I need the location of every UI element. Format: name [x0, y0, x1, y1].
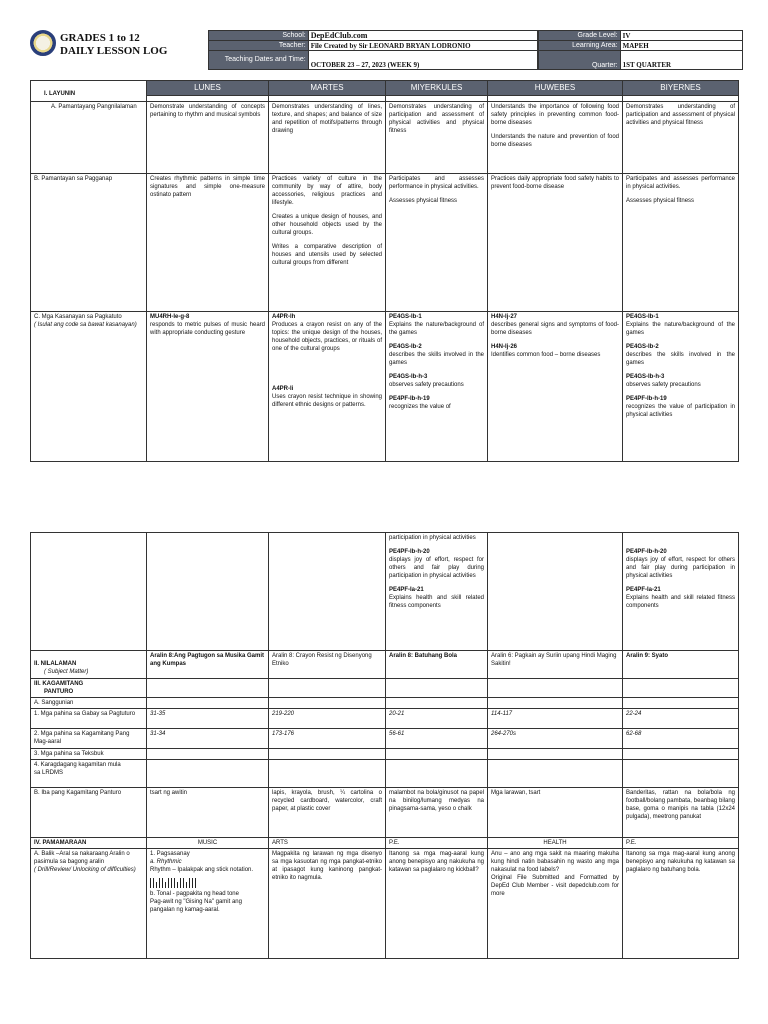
lrdms-label — [31, 760, 147, 788]
gabay-label: 1. Mga pahina sa Gabay sa Pagtuturo — [31, 709, 147, 729]
school-label: School: — [209, 31, 309, 41]
row-pamamaraan — [31, 838, 739, 849]
lesson-log-page-1 — [0, 0, 768, 480]
lunes-drill-4: b. Tonal - pagpakita ng head tone — [150, 891, 239, 897]
row-mag-aaral — [31, 729, 739, 749]
huwebes-skill-1: describes general signs and symptoms of food-borne diseases — [491, 322, 619, 336]
pamamaraan-biyernes: P.E. — [623, 838, 739, 849]
pamamaraan-label: IV. PAMAMARAAN — [31, 838, 147, 849]
gabay-martes: 219-220 — [269, 709, 386, 729]
deped-seal-logo — [30, 30, 56, 56]
layunin-label: I. LAYUNIN — [31, 81, 147, 102]
lunes-drill-1: 1. Pagsasanay — [150, 851, 190, 857]
row-c-lunes — [147, 312, 269, 462]
row-b-huwebes: Practices daily appropriate food safety habits to prevent food-borne disease — [488, 174, 623, 312]
biy-code-2: PE4GS-Ib-2 — [626, 344, 659, 350]
martes-code-1: A4PR-Ih — [272, 314, 296, 320]
iba-pa-lunes: tsart ng awitin — [147, 788, 269, 838]
biy-skill-1: Explains the nature/background of the games — [626, 322, 735, 336]
balik-aral-subtitle: ( Drill/Review/ Unlocking of difficulties) — [34, 867, 136, 873]
cont-biy-code-2: PE4PF-Ia-21 — [626, 587, 661, 593]
cont-miyer-skill-2: Explains health and skill related fitness components — [389, 595, 484, 609]
cont-miyer-code-1: PE4PF-Ib-h-20 — [389, 549, 430, 555]
row-c-subtitle: ( Isulat ang code sa bawat kasanayan) — [34, 322, 137, 328]
row-b-miyerkules-1: Participates and assesses performance in physical activities. — [389, 176, 484, 190]
cont-biy-skill-1: displays joy of effort, respect for others and fair play during participation in physical activities — [626, 557, 735, 579]
gabay-huwebes: 114-117 — [488, 709, 623, 729]
pamamaraan-lunes: MUSIC — [147, 838, 269, 849]
day-header-row — [31, 81, 739, 96]
title-line-1: GRADES 1 to 12 — [60, 32, 140, 44]
row-b-miyerkules-2: Assesses physical fitness — [389, 198, 458, 204]
row-pamantayang-pangnilalaman — [31, 102, 739, 174]
lunes-drill-2: a. Rhythmic — [150, 859, 182, 865]
gabay-lunes: 31-35 — [147, 709, 269, 729]
row-a-huwebes — [488, 102, 623, 174]
grade-label: Grade Level: — [539, 31, 621, 41]
nilalaman-miyerkules: Aralin 8: Batuhang Bola — [386, 651, 488, 679]
document-title — [60, 32, 167, 58]
row-c-title: C. Mga Kasanayan sa Pagkatuto — [34, 314, 122, 320]
row-b-label: B. Pamantayan sa Pagganap — [31, 174, 147, 312]
gabay-biyernes: 22-24 — [623, 709, 739, 729]
huwebes-code-1: H4N-Ij-27 — [491, 314, 518, 320]
grade-value: IV — [620, 31, 742, 41]
biy-code-3: PE4GS-Ib-h-3 — [626, 374, 665, 380]
miyer-skill-4: recognizes the value of — [389, 404, 451, 410]
day-huwebes: HUWEBES — [488, 81, 623, 96]
row-c-biyernes — [623, 312, 739, 462]
day-biyernes: BIYERNES — [623, 81, 739, 96]
row-nilalaman — [31, 651, 739, 679]
row-c-huwebes — [488, 312, 623, 462]
nilalaman-huwebes: Aralin 6: Pagkain ay Suriin upang Hindi Maging Sakitin! — [488, 651, 623, 679]
nilalaman-label — [31, 651, 147, 679]
lunes-skill: responds to metric pulses of music heard with appropriate conducting gesture — [150, 322, 265, 336]
title-line-2: DAILY LESSON LOG — [60, 45, 168, 57]
nilalaman-lunes: Aralin 8:Ang Pagtugon sa Musika Gamit ang Kumpas — [147, 651, 269, 679]
kagamitan-line-2: PANTURO — [44, 689, 74, 695]
pamamaraan-miyerkules: P.E. — [386, 838, 488, 849]
huwebes-skill-2: Identifies common food – borne diseases — [491, 352, 601, 358]
row-b-martes-1: Practices variety of culture in the community by way of attire, body accessories, religious practices and lifestyle. — [272, 176, 382, 206]
balik-aral-martes: Magpakita ng larawan ng mga disenyo sa mga kasuotan ng mga pangkat-etniko at ipasagot kung kaninong pangkat-etniko ito nagmula. — [269, 849, 386, 959]
page-gap — [0, 480, 768, 520]
row-a-lunes: Demonstrate understanding of concepts pertaining to rhythm and musical symbols — [147, 102, 269, 174]
balik-aral-biyernes: Itanong sa mga mag-aaral kung anong benepisyo ang nakukuha ng katawan sa paglalaro ng batuhang bola. — [623, 849, 739, 959]
row-c-label — [31, 312, 147, 462]
day-martes: MARTES — [269, 81, 386, 96]
balik-aral-lunes — [147, 849, 269, 959]
row-a-martes: Demonstrates understanding of lines, texture, and shapes; and balance of size and repetition of motifs/patterns through drawing — [269, 102, 386, 174]
row-a-huwebes-2: Understands the nature and prevention of food borne diseases — [491, 134, 619, 148]
cont-biy-code-1: PE4PF-Ib-h-20 — [626, 549, 667, 555]
row-b-miyerkules — [386, 174, 488, 312]
balik-aral-miyerkules: Itanong sa mga mag-aaral kung anong benepisyo ang nakukuha ng katawan sa paglalaro ng kickball? — [386, 849, 488, 959]
day-lunes: LUNES — [147, 81, 269, 96]
lrdms-line-2: sa LRDMS — [34, 770, 64, 776]
stick-notation-image — [150, 876, 265, 888]
pamamaraan-huwebes: HEALTH — [488, 838, 623, 849]
lunes-code: MU4RH-Ie-g-8 — [150, 314, 190, 320]
row-kasanayan-sa-pagkatuto — [31, 312, 739, 462]
dates-value: OCTOBER 23 – 27, 2023 (WEEK 9) — [308, 51, 537, 70]
header-right-table — [538, 30, 743, 70]
row-balik-aral — [31, 849, 739, 959]
iba-pa-biyernes: Banderitas, rattan na bola/bola ng football/bolang pambata, beanbag bilang base, goma o manipis na tabla (12x24 pulgada), meetrong panukat — [623, 788, 739, 838]
iba-pa-miyerkules: malambot na bola/ginusot na papel na binilog/lumang medyas na pinagsama-sama, yeso o chalk — [386, 788, 488, 838]
iba-pa-martes: lapis, krayola, brush, ¼ cartolina o recycled cardboard, watercolor, craft paper, at plastic cover — [269, 788, 386, 838]
header-left-table — [208, 30, 538, 70]
cont-biyernes — [623, 533, 739, 651]
row-a-biyernes: Demonstrates understanding of participation and assessment of physical activities and physical fitness — [623, 102, 739, 174]
row-b-martes — [269, 174, 386, 312]
row-iba-pa — [31, 788, 739, 838]
row-lrdms — [31, 760, 739, 788]
dates-label: Teaching Dates and Time: — [209, 51, 309, 70]
row-pamantayan-sa-pagganap — [31, 174, 739, 312]
row-a-miyerkules: Demonstrates understanding of participation and assessment of physical activities and physical fitness — [386, 102, 488, 174]
area-label: Learning Area: — [539, 41, 621, 51]
biy-code-1: PE4GS-Ib-1 — [626, 314, 659, 320]
miyer-code-1: PE4GS-Ib-1 — [389, 314, 422, 320]
row-c-martes — [269, 312, 386, 462]
cont-miyerkules — [386, 533, 488, 651]
procedure-table — [30, 532, 739, 959]
huwebes-review: Anu – ano ang mga sakit na maaring makuha kung hindi natin babasahin ng wasto ang mga nakasulat na food labels? — [491, 851, 619, 873]
huwebes-code-2: H4N-Ij-26 — [491, 344, 518, 350]
row-b-biyernes-1: Participates and assesses performance in physical activities. — [626, 176, 735, 190]
school-value: DepEdClub.com — [308, 31, 537, 41]
nilalaman-title: II. NILALAMAN — [34, 661, 77, 667]
balik-aral-title: A. Balik –Aral sa nakaraang Aralin o pasimula sa bagong aralin — [34, 851, 130, 865]
cont-biy-skill-2: Explains health and skill related fitness components — [626, 595, 735, 609]
cont-miyer-code-2: PE4PF-Ia-21 — [389, 587, 424, 593]
teacher-value: File Created by Sir LEONARD BRYAN LODRONIO — [308, 41, 537, 51]
balik-aral-label — [31, 849, 147, 959]
nilalaman-subtitle: ( Subject Matter) — [44, 669, 89, 675]
row-a-label: A. Pamantayang Pangnilalaman — [31, 102, 147, 174]
row-c-miyerkules — [386, 312, 488, 462]
miyer-code-3: PE4GS-Ib-h-3 — [389, 374, 428, 380]
sanggunian-label: A. Sanggunian — [31, 698, 147, 709]
kagamitan-label — [31, 679, 147, 698]
cont-martes — [269, 533, 386, 651]
mag-aaral-miyerkules: 56-61 — [386, 729, 488, 749]
martes-code-2: A4PR-Ii — [272, 386, 294, 392]
row-teksbuk — [31, 749, 739, 760]
balik-aral-huwebes — [488, 849, 623, 959]
mag-aaral-label: 2. Mga pahina sa Kagamitang Pang Mag-aaral — [31, 729, 147, 749]
row-gabay — [31, 709, 739, 729]
quarter-value: 1ST QUARTER — [620, 51, 742, 70]
biy-skill-3: observes safety precautions — [626, 382, 701, 388]
martes-skill-2: Uses crayon resist technique in showing different ethnic designs or patterns. — [272, 394, 382, 408]
biy-skill-4: recognizes the value of participation in physical activities — [626, 404, 735, 418]
row-b-martes-2: Creates a unique design of houses, and other household objects used by the cultural groups. — [272, 214, 382, 236]
huwebes-credit: Original File Submitted and Formatted by DepEd Club Member - visit depedclub.com for more — [491, 875, 619, 897]
row-b-lunes: Creates rhythmic patterns in simple time signatures and simple one-measure ostinato pattern — [147, 174, 269, 312]
kagamitan-line-1: III. KAGAMITANG — [34, 681, 84, 687]
iba-pa-label: B. Iba pang Kagamitang Panturo — [31, 788, 147, 838]
row-a-huwebes-1: Understands the importance of following food safety principles in preventing common food-borne diseases — [491, 104, 619, 126]
objectives-table — [30, 80, 739, 462]
nilalaman-martes: Aralin 8: Crayon Resist ng Disenyong Etniko — [269, 651, 386, 679]
lrdms-line-1: 4. Karagdagang kagamitan mula — [34, 762, 121, 768]
gabay-miyerkules: 20-21 — [386, 709, 488, 729]
teacher-label: Teacher: — [209, 41, 309, 51]
cont-lunes — [147, 533, 269, 651]
mag-aaral-huwebes: 264-270s — [488, 729, 623, 749]
row-kagamitan — [31, 679, 739, 698]
cont-label — [31, 533, 147, 651]
quarter-label: Quarter: — [539, 51, 621, 70]
mag-aaral-biyernes: 62-68 — [623, 729, 739, 749]
row-b-biyernes-2: Assesses physical fitness — [626, 198, 695, 204]
iba-pa-huwebes: Mga larawan, tsart — [488, 788, 623, 838]
row-b-biyernes — [623, 174, 739, 312]
biy-code-4: PE4PF-Ib-h-19 — [626, 396, 667, 402]
teksbuk-label: 3. Mga pahina sa Teksbuk — [31, 749, 147, 760]
miyer-skill-3: observes safety precautions — [389, 382, 464, 388]
area-value: MAPEH — [620, 41, 742, 51]
miyer-skill-2: describes the skills involved in the games — [389, 352, 484, 366]
lesson-log-page-2 — [0, 520, 768, 1024]
nilalaman-biyernes: Aralin 9: Syato — [623, 651, 739, 679]
mag-aaral-lunes: 31-34 — [147, 729, 269, 749]
cont-miyer-0: participation in physical activities — [389, 535, 476, 541]
lunes-drill-3: Rhythm – Ipalakpak ang stick notation. — [150, 867, 254, 873]
lunes-drill-5: Pag-awit ng "Gising Na" gamit ang pangalan ng kamag-aaral. — [150, 899, 242, 913]
miyer-code-4: PE4PF-Ib-h-19 — [389, 396, 430, 402]
row-skills-continued — [31, 533, 739, 651]
day-miyerkules: MIYERKULES — [386, 81, 488, 96]
miyer-skill-1: Explains the nature/background of the games — [389, 322, 484, 336]
biy-skill-2: describes the skills involved in the games — [626, 352, 735, 366]
miyer-code-2: PE4GS-Ib-2 — [389, 344, 422, 350]
mag-aaral-martes: 173-176 — [269, 729, 386, 749]
cont-miyer-skill-1: displays joy of effort, respect for others and fair play during participation in physical activities — [389, 557, 484, 579]
row-b-martes-3: Writes a comparative description of houses and utensils used by selected cultural groups from different — [272, 244, 382, 266]
martes-skill-1: Produces a crayon resist on any of the topics: the unique design of the houses, household objects, practices, or rituals of one of the cultural groups — [272, 322, 382, 352]
cont-huwebes — [488, 533, 623, 651]
pamamaraan-martes: ARTS — [269, 838, 386, 849]
row-sanggunian — [31, 698, 739, 709]
